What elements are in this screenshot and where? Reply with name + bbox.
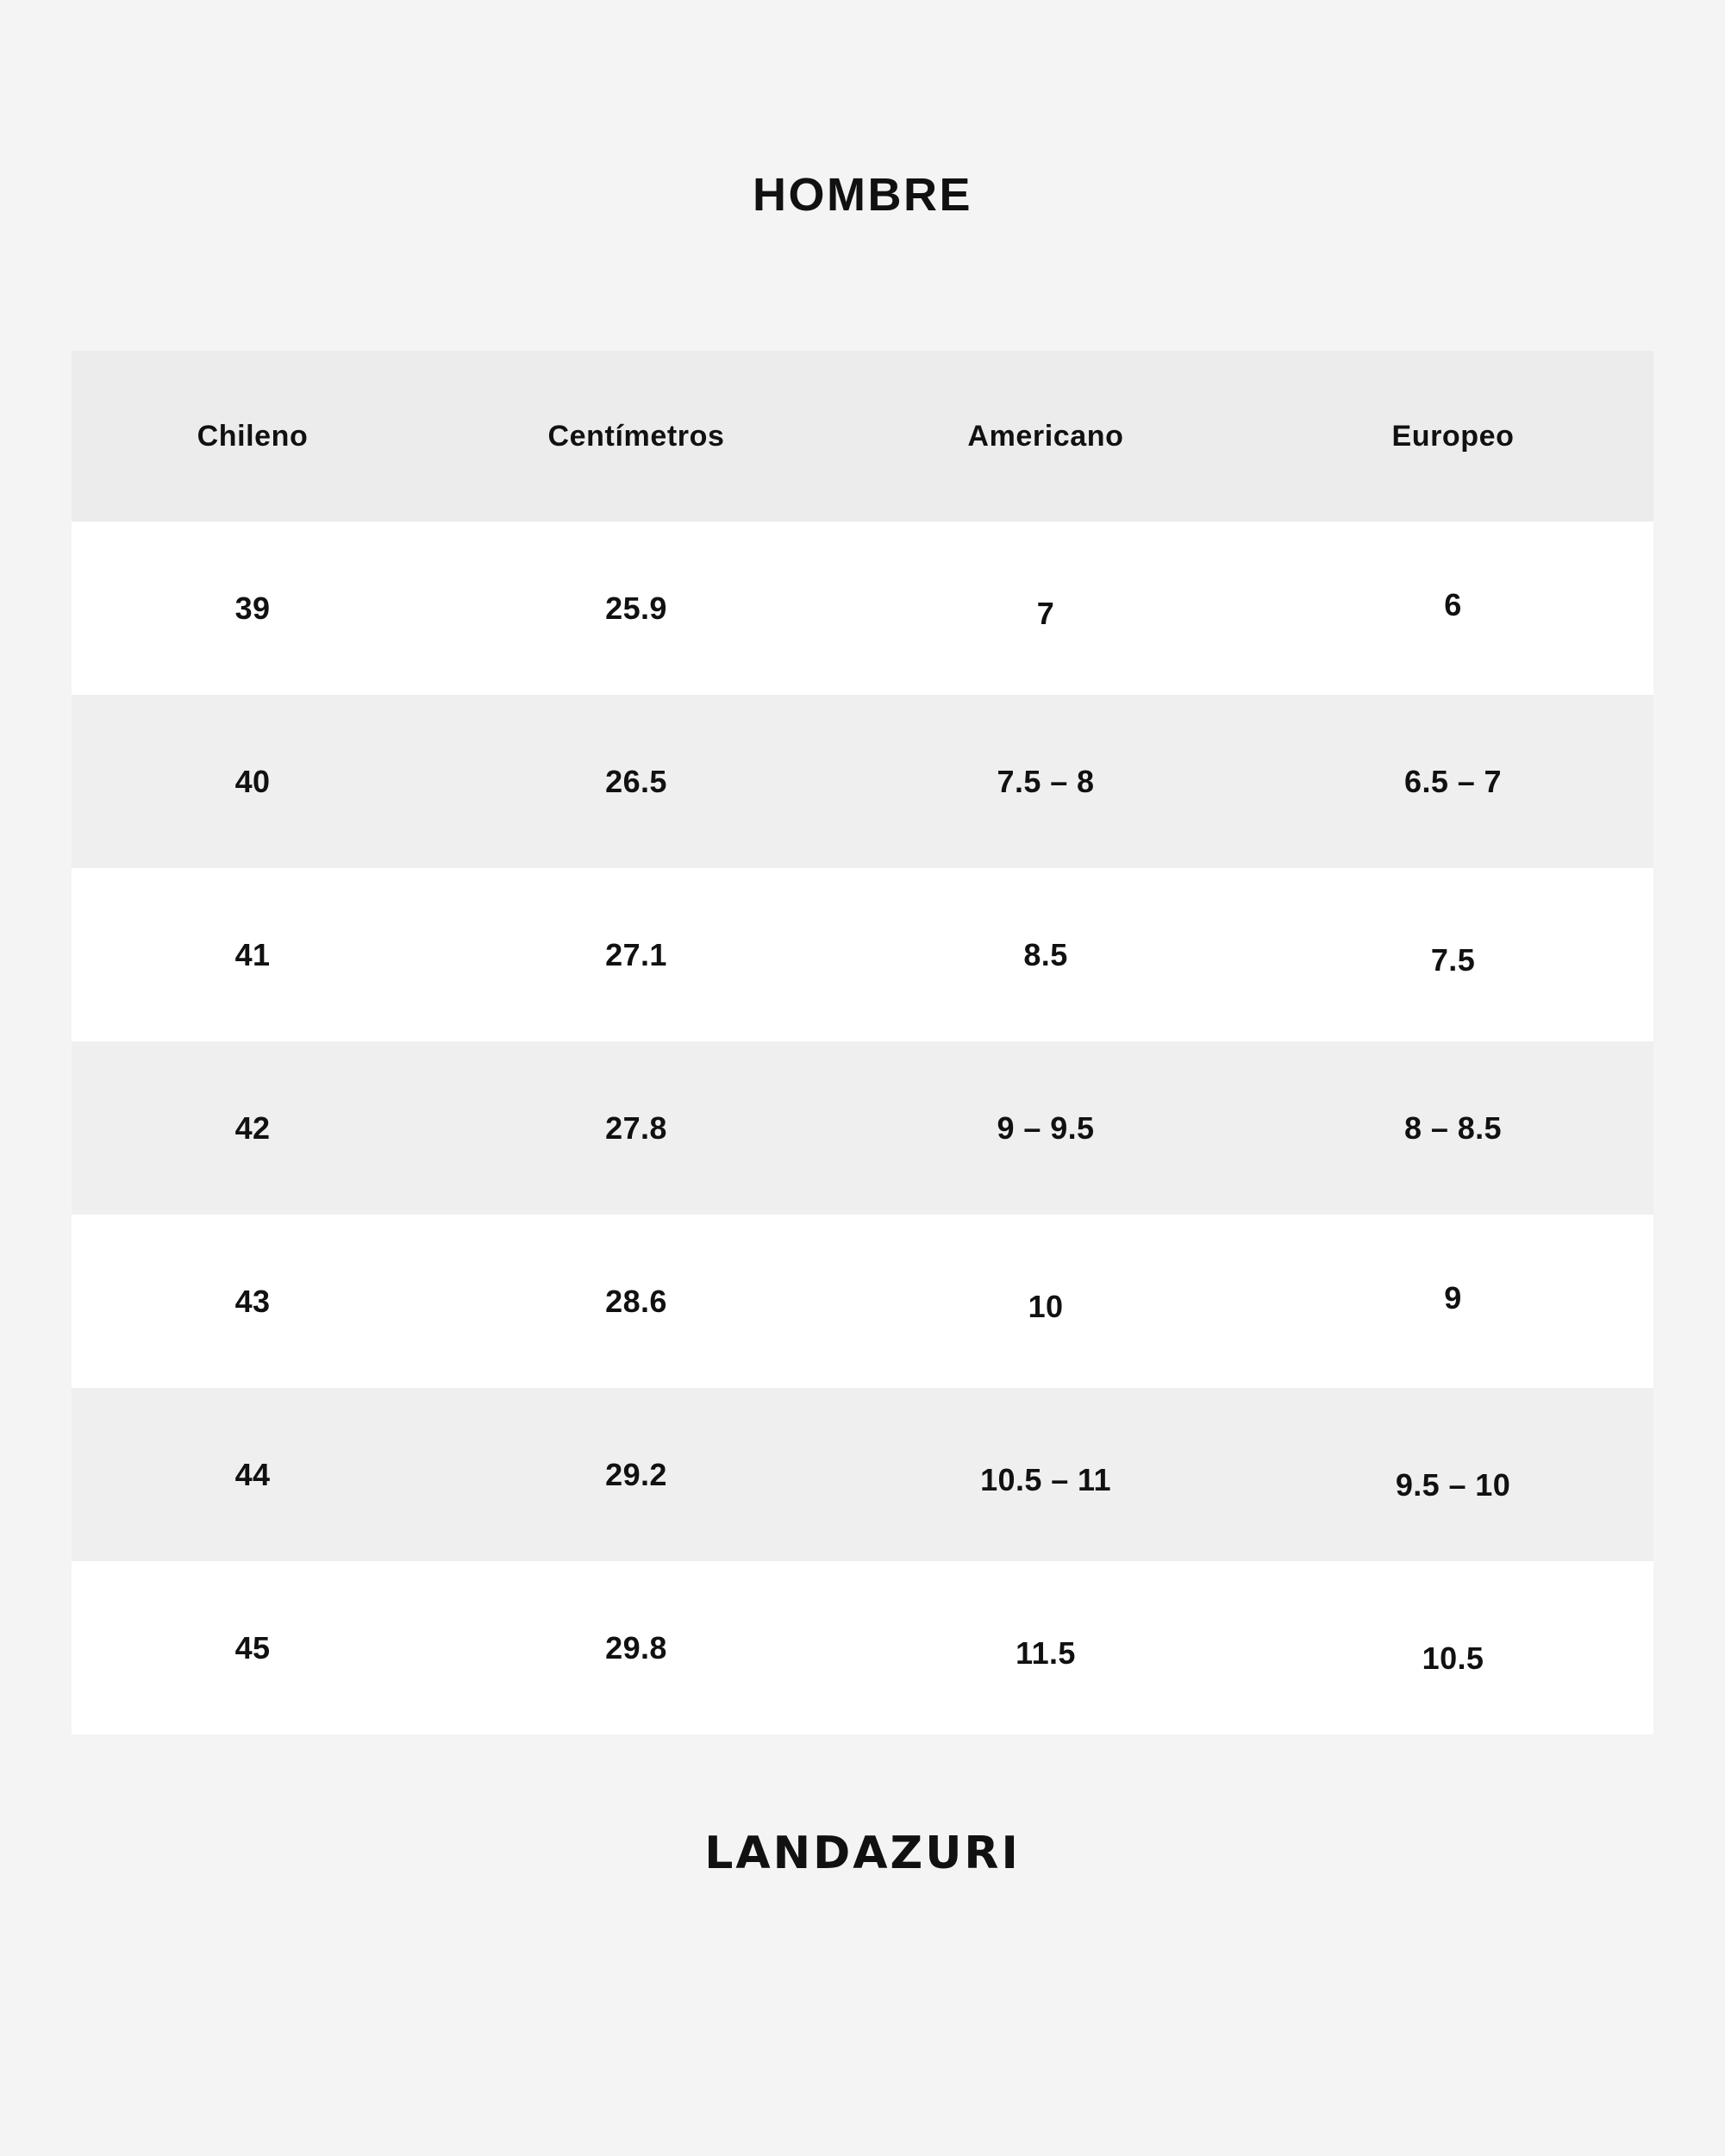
- column-header-centimetros: Centímetros: [547, 419, 725, 453]
- cell-chileno: 40: [234, 763, 271, 799]
- cell-europeo: 6: [1444, 586, 1462, 622]
- cell-americano: 10: [1028, 1288, 1064, 1324]
- cell-centimetros: 29.2: [605, 1456, 667, 1492]
- size-chart-table: [72, 351, 1653, 1734]
- cell-centimetros: 27.1: [605, 936, 667, 972]
- cell-centimetros: 26.5: [605, 763, 667, 799]
- cell-americano: 11.5: [1016, 1634, 1076, 1671]
- column-header-europeo: Europeo: [1391, 419, 1515, 453]
- cell-centimetros: 27.8: [605, 1109, 667, 1146]
- cell-americano: 7.5 – 8: [997, 763, 1095, 799]
- cell-europeo: 8 – 8.5: [1404, 1109, 1502, 1146]
- cell-americano: 8.5: [1023, 936, 1068, 972]
- cell-chileno: 42: [234, 1109, 271, 1146]
- cell-europeo: 9.5 – 10: [1395, 1466, 1511, 1503]
- table-row: [72, 1561, 1653, 1734]
- cell-centimetros: 28.6: [605, 1283, 667, 1319]
- cell-centimetros: 29.8: [605, 1629, 667, 1665]
- brand-logo: LANDAZURI: [704, 1828, 1021, 1879]
- cell-centimetros: 25.9: [605, 590, 667, 626]
- table-row: [72, 522, 1653, 695]
- column-header-chileno: Chileno: [197, 419, 309, 453]
- cell-chileno: 45: [234, 1629, 271, 1665]
- cell-europeo: 10.5: [1422, 1640, 1484, 1676]
- cell-chileno: 43: [234, 1283, 271, 1319]
- table-row: [72, 868, 1653, 1041]
- table-header-row: [72, 351, 1653, 522]
- cell-chileno: 41: [234, 936, 271, 972]
- cell-europeo: 7.5: [1430, 941, 1476, 978]
- cell-americano: 9 – 9.5: [997, 1109, 1095, 1146]
- column-header-americano: Americano: [967, 419, 1124, 453]
- cell-americano: 7: [1036, 595, 1055, 631]
- table-row: [72, 1215, 1653, 1388]
- table-row: [72, 1041, 1653, 1215]
- cell-chileno: 39: [234, 590, 271, 626]
- cell-europeo: 6.5 – 7: [1404, 763, 1502, 799]
- table-row: [72, 695, 1653, 868]
- cell-europeo: 9: [1444, 1279, 1462, 1315]
- table-row: [72, 1388, 1653, 1561]
- page-title: HOMBRE: [753, 169, 972, 221]
- cell-americano: 10.5 – 11: [980, 1461, 1111, 1497]
- cell-chileno: 44: [234, 1456, 271, 1492]
